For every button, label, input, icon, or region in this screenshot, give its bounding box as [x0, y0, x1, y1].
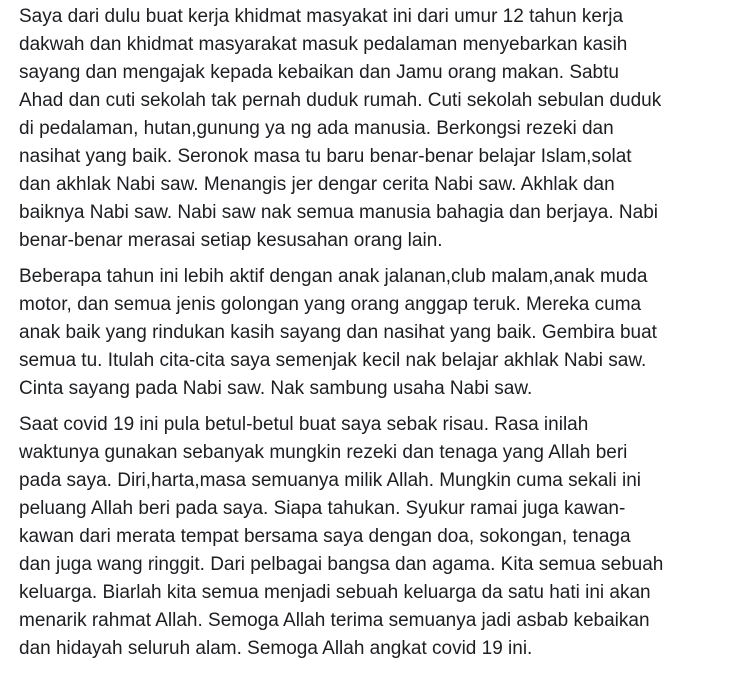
text-line: dan akhlak Nabi saw. Menangis jer dengar cerita Nabi saw. Akhlak dan — [19, 174, 615, 195]
text-line: Beberapa tahun ini lebih aktif dengan anak jalanan,club malam,anak muda — [19, 266, 648, 287]
text-line: nasihat yang baik. Seronok masa tu baru benar-benar belajar Islam,solat — [19, 146, 632, 167]
text-line: Saya dari dulu buat kerja khidmat masyakat ini dari umur 12 tahun kerja — [19, 6, 624, 27]
post-paragraph-2 — [19, 263, 741, 403]
text-line: menarik rahmat Allah. Semoga Allah terima semuanya jadi asbab kebaikan — [19, 610, 650, 631]
text-line: pada saya. Diri,harta,masa semuanya milik Allah. Mungkin cuma sekali ini — [19, 470, 641, 491]
text-line: Saat covid 19 ini pula betul-betul buat saya sebak risau. Rasa inilah — [19, 414, 589, 435]
text-line: keluarga. Biarlah kita semua menjadi sebuah keluarga da satu hati ini akan — [19, 582, 651, 603]
text-line: di pedalaman, hutan,gunung ya ng ada manusia. Berkongsi rezeki dan — [19, 118, 614, 139]
text-line: benar-benar merasai setiap kesusahan orang lain. — [19, 230, 443, 251]
text-line: dakwah dan khidmat masyarakat masuk pedalaman menyebarkan kasih — [19, 34, 628, 55]
post-paragraph-1 — [19, 3, 741, 255]
text-line: waktunya gunakan sebanyak mungkin rezeki dan tenaga yang Allah beri — [19, 442, 628, 463]
text-line: anak baik yang rindukan kasih sayang dan nasihat yang baik. Gembira buat — [19, 322, 657, 343]
post-body — [19, 0, 741, 663]
text-line: peluang Allah beri pada saya. Siapa tahukan. Syukur ramai juga kawan- — [19, 498, 626, 519]
text-line: dan hidayah seluruh alam. Semoga Allah angkat covid 19 ini. — [19, 638, 533, 659]
text-line: Cinta sayang pada Nabi saw. Nak sambung usaha Nabi saw. — [19, 378, 533, 399]
text-line: Ahad dan cuti sekolah tak pernah duduk rumah. Cuti sekolah sebulan duduk — [19, 90, 662, 111]
text-line: kawan dari merata tempat bersama saya dengan doa, sokongan, tenaga — [19, 526, 631, 547]
text-line: dan juga wang ringgit. Dari pelbagai bangsa dan agama. Kita semua sebuah — [19, 554, 664, 575]
text-line: semua tu. Itulah cita-cita saya semenjak kecil nak belajar akhlak Nabi saw. — [19, 350, 647, 371]
post-paragraph-3 — [19, 411, 741, 663]
text-line: motor, dan semua jenis golongan yang orang anggap teruk. Mereka cuma — [19, 294, 642, 315]
text-line: baiknya Nabi saw. Nabi saw nak semua manusia bahagia dan berjaya. Nabi — [19, 202, 658, 223]
text-line: sayang dan mengajak kepada kebaikan dan Jamu orang makan. Sabtu — [19, 62, 619, 83]
